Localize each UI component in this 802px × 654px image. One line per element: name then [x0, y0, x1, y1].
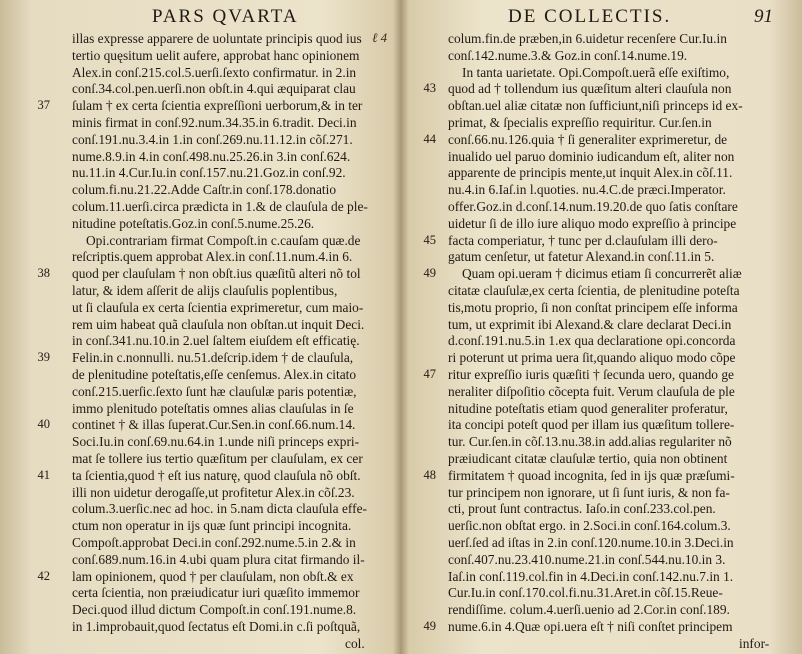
- line-text: conſ.689.num.16.in 4.ubi quam plura citat firmando il-: [72, 551, 365, 567]
- line-text: primat, & ſpecialis expreſſio requiritur. Cur.ſen.in: [448, 115, 712, 130]
- line-text: uerſ.ſed ad iſtas in 2.in conſ.120.nume.10.in 3.Deci.in: [448, 535, 734, 550]
- line-text: conſ.407.nu.23.410.nume.21.in conſ.544.nu.10.in 3.: [448, 551, 726, 567]
- line-text: nitudine poteſtatis etiam quod generaliter proferatur,: [448, 400, 728, 416]
- margin-paragraph-number: 44: [423, 131, 436, 146]
- line-text: Soci.Iu.in conſ.69.nu.64.in 1.unde niſi princeps expri-: [72, 434, 360, 450]
- line-text: in conſ.341.nu.10.in 2.uel ſaltem eiuſdem eſt efficatię.: [72, 333, 360, 349]
- line-text: tis,motu proprio, ſi non conſtat principem eſſe informa: [448, 299, 738, 315]
- line-text: colum.11.uerſi.circa prædicta in 1.& de clauſula de ple-: [72, 199, 368, 214]
- line-text: ri poterunt ut prima uera ſit,quando aliquo modo cõpe: [448, 350, 736, 366]
- line-text: Opi.contrariam firmat Compoſt.in c.cauſam quæ.de: [86, 232, 361, 248]
- line-text: ctum non operatur in ijs quæ ſunt principi incognita.: [72, 518, 352, 534]
- line-text: mat ſe tollere ius tertio quæſitum per clauſulam, ex cer: [72, 451, 363, 466]
- right-page: [404, 0, 802, 654]
- line-text: Alex.in conſ.215.col.5.uerſi.ſexto confirmatur. in 2.in: [72, 64, 357, 80]
- line-text: Cur.Iu.in conſ.170.col.fi.nu.31.Aret.in cõſ.15.Reue-: [448, 585, 723, 601]
- line-text: rem uim habeat quã clauſula non obſtan.ut inquit Deci.: [72, 316, 365, 332]
- line-text: inualido uel paruo dominio iudicandum eſt, aliter non: [448, 148, 735, 164]
- line-text: ut ſi clauſula ex certa ſcientia exprimeretur, cum maio-: [72, 299, 364, 315]
- line-text: nu.11.in 4.Cur.Iu.in conſ.157.nu.21.Goz.in conſ.92.: [72, 165, 346, 181]
- line-text: Felin.in c.nonnulli. nu.51.deſcrip.idem † de clauſula,: [72, 350, 354, 366]
- margin-paragraph-number: 42: [37, 568, 50, 583]
- line-text: colum.3.uerſic.nec ad hoc. in 5.nam dicta clauſula effe-: [72, 501, 367, 517]
- line-text: ta ſcientia,quod † eſt ius naturę, quod clauſula nõ obſt.: [72, 467, 361, 483]
- line-text: conſ.191.nu.3.4.in 1.in conſ.269.nu.11.12.in cõſ.271.: [72, 131, 353, 147]
- line-text: rendiſſime. colum.4.uerſi.uenio ad 2.Cor.in conſ.189.: [448, 602, 730, 618]
- line-text: conſ.142.nume.3.& Goz.in conſ.14.nume.19.: [448, 47, 688, 63]
- line-text: Iaſ.in conſ.119.col.fin in 4.Deci.in conſ.142.nu.7.in 1.: [448, 568, 734, 584]
- line-text: infor-: [739, 635, 770, 651]
- line-text: Compoſt.approbat Deci.in conſ.292.nume.5.in 2.& in: [72, 535, 356, 550]
- margin-paragraph-number: 48: [423, 467, 436, 482]
- line-text: nu.4.in 6.Iaſ.in l.quoties. nu.4.C.de præci.Imperator.: [448, 182, 726, 198]
- line-text: obſtan.uel aliæ citatæ non ſufficiunt,niſi princeps id ex-: [448, 98, 743, 114]
- margin-paragraph-number: 45: [423, 232, 436, 247]
- line-text: col.: [345, 635, 365, 651]
- left-page: [0, 0, 400, 654]
- line-text: colum.fin.de præben,in 6.uidetur recenſere Cur.Iu.in: [448, 31, 727, 46]
- margin-paragraph-number: 47: [423, 367, 436, 381]
- line-text: tertio quęsitum uelit aufere, approbat hanc opinionem: [72, 47, 360, 63]
- line-text: gatum cenſetur, ut fatetur Alexand.in conſ.11.in 5.: [448, 249, 715, 265]
- line-text: ritur expreſſio iuris quæſiti † ſecunda uero, quando ge: [448, 367, 734, 382]
- line-text: tur principem non ignorare, ut ſi ſunt iuris, & non fa-: [448, 484, 730, 500]
- line-text: ita concipi poteſt quod per illam ius quæſitum tollere-: [448, 417, 735, 433]
- line-text: quod per clauſulam † non obſt.ius quæſitũ alteri nõ tol: [72, 266, 361, 282]
- line-text: nitudine poteſtatis.Goz.in conſ.5.nume.25.26.: [72, 215, 315, 231]
- margin-paragraph-number: 37: [37, 98, 50, 113]
- line-text: citatæ clauſulæ,ex certa ſcientia, de plenitudine poteſta: [448, 283, 740, 298]
- line-text: Deci.quod illud dictum Compoſt.in conſ.191.nume.8.: [72, 602, 357, 618]
- page-number: 91: [754, 6, 773, 27]
- margin-paragraph-number: 43: [423, 81, 436, 96]
- line-text: certa ſcientia, non præiudicatur iuri quæſito immemor: [72, 585, 360, 601]
- line-text: in 1.improbauit,quod ſectatus eſt Domi.in c.ſi poſtquã,: [72, 619, 361, 634]
- line-text: lam opinionem, quod † per clauſulam, non obſt.& ex: [72, 568, 354, 584]
- margin-paragraph-number: 40: [37, 417, 50, 432]
- margin-paragraph-number: 38: [37, 266, 50, 281]
- line-text: quod ad † tollendum ius quæſitum alteri clauſula non: [448, 81, 732, 97]
- line-text: de plenitudine poteſtatis,eſſe cenſemus. Alex.in citato: [72, 367, 357, 382]
- line-text: conſ.34.col.pen.uerſi.non obſt.in 4.qui æquiparat clau: [72, 81, 356, 97]
- line-text: neraliter diſpoſitio cõcepta fuit. Verum clauſula de ple: [448, 383, 735, 399]
- line-text: In tanta uarietate. Opi.Compoſt.uerã eſſe exiſtimo,: [462, 64, 730, 80]
- line-text: immo plenitudo poteſtatis omnes alias clauſulas in ſe: [72, 400, 354, 416]
- line-text: Quam opi.ueram † dicimus etiam ſi concurrerẽt aliæ: [462, 266, 742, 282]
- line-text: apparente de principis mente,ut inquit Alex.in cõſ.11.: [448, 165, 733, 181]
- line-text: firmitatem † quoad incognita, ſed in ijs quæ præſumi-: [448, 467, 735, 483]
- line-text: uerſic.non obſtat ergo. in 2.Soci.in conſ.164.colum.3.: [448, 518, 731, 534]
- line-text: cti, prout ſunt contractus. Iaſo.in conſ.233.col.pen.: [448, 501, 716, 517]
- running-head-left: PARS QVARTA: [152, 6, 299, 27]
- line-text: nume.6.in 4.Quæ opi.uera eſt † niſi conſtet principem: [448, 619, 733, 634]
- line-text: tur. Cur.ſen.in cõſ.13.nu.38.in add.alias regulariter nõ: [448, 434, 732, 450]
- margin-paragraph-number: 41: [37, 467, 50, 482]
- margin-paragraph-number: 49: [423, 619, 436, 633]
- line-text: illas expresse apparere de uoluntate principis quod ius: [72, 31, 362, 46]
- margin-paragraph-number: 49: [423, 266, 436, 281]
- handwritten-margin-note: ℓ 4: [372, 30, 388, 45]
- line-text: continet † & illas ſuperat.Cur.Sen.in conſ.66.num.14.: [72, 417, 356, 433]
- line-text: tum, ut exprimit ibi Alexand.& clare declarat Deci.in: [448, 316, 732, 332]
- line-text: præiudicant citatæ clauſulæ tertio, quia non obtinent: [448, 451, 728, 466]
- line-text: reſcriptis.quem approbat Alex.in conſ.11.num.4.in 6.: [72, 249, 353, 265]
- line-text: nume.8.9.in 4.in conſ.498.nu.25.26.in 3.in conſ.624.: [72, 148, 351, 164]
- line-text: ſulam † ex certa ſcientia expreſſioni uerborum,& in ter: [72, 98, 363, 114]
- line-text: conſ.66.nu.126.quia † ſi generaliter exprimeretur, de: [448, 131, 728, 147]
- running-head-right: DE COLLECTIS.: [508, 6, 672, 27]
- margin-paragraph-number: 39: [37, 350, 50, 365]
- line-text: facta comperiatur, † tunc per d.clauſulam illi dero-: [448, 232, 718, 248]
- line-text: d.conſ.191.nu.5.in 1.ex qua declaratione opi.concorda: [448, 333, 736, 349]
- line-text: illi non uidetur derogaſſe,ut profitetur Alex.in cõſ.23.: [72, 484, 355, 500]
- line-text: minis firmat in conſ.92.num.34.35.in 6.tradit. Deci.in: [72, 115, 357, 130]
- line-text: offer.Goz.in d.conſ.14.num.19.20.de quo ſatis conſtare: [448, 199, 738, 214]
- line-text: conſ.215.uerſic.ſexto ſunt hæ clauſulæ paris potentiæ,: [72, 383, 357, 399]
- line-text: colum.fi.nu.21.22.Adde Caſtr.in conſ.178.donatio: [72, 182, 337, 198]
- line-text: latur, & idem aſſerit de alijs clauſulis poplentibus,: [72, 283, 338, 298]
- line-text: uidetur ſi de illo iure aliquo modo expreſſio à principe: [448, 215, 737, 231]
